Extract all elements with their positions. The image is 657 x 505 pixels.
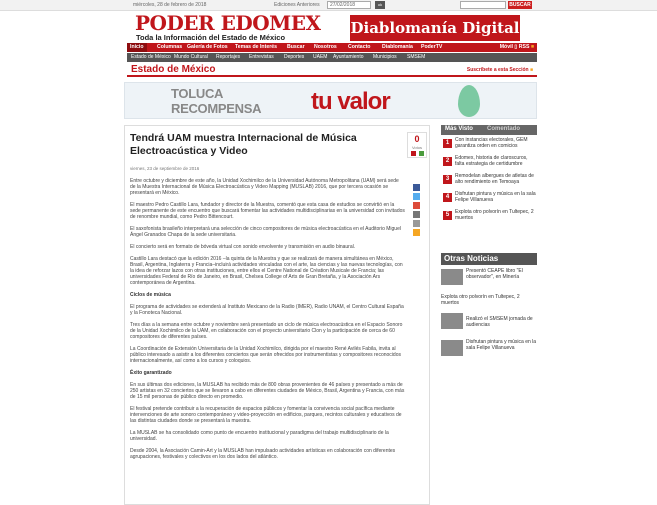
otras-noticias-header xyxy=(441,253,537,265)
editions-select[interactable]: 27/02/2018 xyxy=(327,1,371,9)
banner-line-2: RECOMPENSA xyxy=(171,101,262,116)
article-paragraph: El saxofonista brasileño interpretará una selección de cinco compositores de música electroacústica en el Auditorio Miguel Ángel Granados Chapa de la sede universitaria. xyxy=(130,226,401,238)
partner-logo[interactable]: Diablomanía Digital xyxy=(350,15,520,41)
nav-galeria[interactable]: Galería de Fotos xyxy=(187,44,228,50)
tab-mas-visto[interactable]: Más Visto xyxy=(445,126,473,132)
ad-banner[interactable] xyxy=(124,82,537,119)
article-paragraph: La Coordinación de Extensión Universitaria de la Unidad Xochimilco, dirigida por el maestro René Avilés Fabila, invita al público interesado a asistir a los diferentes conciertos que serán ofrecidos por instrumentistas y compositores reconocidos internacionalmente, así como a los cursos y coloquios. xyxy=(130,346,401,364)
search-input[interactable] xyxy=(460,1,506,9)
rank-badge: 1 xyxy=(443,139,452,148)
nav-diablomania[interactable]: Diablomanía xyxy=(382,44,413,50)
most-viewed-list xyxy=(441,138,537,228)
section-title: Estado de México xyxy=(131,64,216,75)
nav-buscar[interactable]: Buscar xyxy=(287,44,305,50)
news-title: Realizó el SMSEM jornada de audiencias xyxy=(466,316,533,328)
rss-icon: ■ xyxy=(529,67,533,73)
list-item[interactable] xyxy=(441,156,537,174)
rank-badge: 3 xyxy=(443,175,452,184)
nav-columnas[interactable]: Columnas xyxy=(157,44,183,50)
rank-badge: 4 xyxy=(443,193,452,202)
article-paragraph: El maestro Pedro Castillo Lara, fundador y director de la Muestra, comentó que esta casa de estudios se convirtió en la sede permanente de este encuentro que buscará fomentar las actividades multidisciplinarias en la universidad con invitados de renombre mundial, como Pedro Bittencourt. xyxy=(130,202,405,220)
list-item-title: Con instancias electorales, GEM garantiza orden en comicios xyxy=(455,137,528,149)
votes-count: 0 xyxy=(414,134,420,144)
nav-contacto[interactable]: Contacto xyxy=(348,44,371,50)
otras-noticias-title: Otras Noticias xyxy=(444,254,499,263)
list-item-title: Remodelan albergues de atletas de alto rendimiento en Temoaya xyxy=(455,173,534,185)
subnav-deportes[interactable]: Deportes xyxy=(284,54,305,60)
share-more-icon[interactable] xyxy=(413,229,420,236)
mascot-drop-icon xyxy=(458,85,480,117)
article-paragraph: La MUSLAB se ha consolidado como punto de encuentro institucional y paradigma del trabajo multidisciplinario de la universidad. xyxy=(130,430,389,442)
nav-movil[interactable] xyxy=(500,43,534,52)
rss-icon: ■ xyxy=(530,44,534,50)
sub-nav xyxy=(127,53,537,62)
news-thumbnail xyxy=(441,313,463,329)
news-thumbnail xyxy=(441,340,463,356)
top-bar xyxy=(0,0,657,11)
banner-line-1: TOLUCA xyxy=(171,86,224,101)
search-button[interactable]: BUSCAR xyxy=(509,2,531,8)
subnav-mundo-cultural[interactable]: Mundo Cultural xyxy=(174,54,208,60)
article-paragraph: Tres días a la semana entre octubre y noviembre será presentado un ciclo de música electroacústica en el Espacio Sonoro de la Unidad Xochimilco de la UAM, en colaboración con el proyecto universitario Clon y la participación de cerca de 60 compositores de diferentes países. xyxy=(130,322,403,340)
article-paragraph: Entre octubre y diciembre de este año, la Unidad Xochimilco de la Universidad Autónoma Metropolitana (UAM) será sede de la Muestra Internacional de Música Electroacústica y Video Mapping (MUSLAB) 2016, que por tercera ocasión se presentará en México. xyxy=(130,178,399,196)
article-date: viernes, 23 de septiembre de 2016 xyxy=(130,166,200,171)
editions-go-button[interactable]: ok xyxy=(375,1,385,9)
subnav-uaem[interactable]: UAEM xyxy=(313,54,328,60)
site-logo[interactable]: PODER EDOMEX xyxy=(135,11,321,35)
list-item-title: Explota otro polvorín en Tultepec, 2 muertos xyxy=(455,209,534,221)
list-item[interactable] xyxy=(441,210,537,228)
nav-podertv[interactable]: PoderTV xyxy=(421,44,443,50)
list-item[interactable] xyxy=(441,174,537,192)
share-icons xyxy=(413,184,421,238)
subscribe-label: Suscríbete a esta Sección xyxy=(466,67,529,73)
news-item[interactable] xyxy=(441,340,537,362)
article-paragraph: Desde 2004, la Asociación Camin-Art y la MUSLAB han impulsado actividades artísticas en colaboración con diferentes agrupaciones, festivales y colectivos en los dos lados del atlántico. xyxy=(130,448,396,460)
nav-temas[interactable]: Temas de Interés xyxy=(235,44,277,50)
article-paragraph: El festival pretende contribuir a la recuperación de espacios públicos y fomentar la convivencia social pacífica mediante intervenciones de arte sonoro contemporáneo y video-proyección en edificios, parques, recintos culturales y educativos de las distintas ciudades donde se presentará la muestra. xyxy=(130,406,402,424)
current-date: miércoles, 28 de febrero de 2018 xyxy=(133,2,207,8)
news-title: Explota otro polvorín en Tultepec, 2 muertos xyxy=(441,294,520,306)
email-icon[interactable] xyxy=(413,211,420,218)
sidebar-tabs xyxy=(441,125,537,135)
article-body xyxy=(130,178,405,466)
facebook-icon[interactable] xyxy=(413,184,420,191)
news-title: Presentó CEAPE libro "El observador", en Minería xyxy=(466,268,523,280)
news-item[interactable] xyxy=(441,295,537,307)
votes-label: Votos xyxy=(411,145,422,150)
subnav-smsem[interactable]: SMSEM xyxy=(407,54,426,60)
rank-badge: 5 xyxy=(443,211,452,220)
site-tagline: Toda la Información del Estado de México xyxy=(136,33,286,42)
list-item-title: Edomex, historia de claroscuros, falta estrategia de certidumbre xyxy=(455,155,528,167)
movil-label: Móvil xyxy=(499,44,513,50)
googleplus-icon[interactable] xyxy=(413,202,420,209)
editions-label: Ediciones Anteriores xyxy=(274,2,320,8)
rss-label: RSS xyxy=(518,44,530,50)
tab-comentado[interactable]: Comentado xyxy=(487,126,520,132)
rank-badge: 2 xyxy=(443,157,452,166)
news-item[interactable] xyxy=(441,269,537,291)
article-paragraph: En sus últimas dos ediciones, la MUSLAB ha recibido más de 800 obras provenientes de 46 países y presentado a más de 250 artistas en 32 conciertos que se llevaron a cabo en diferentes ciudades de México, Brasil, Argentina y Francia, con más de 15 mil personas de público directo en promedio. xyxy=(130,382,405,400)
print-icon[interactable] xyxy=(413,220,420,227)
list-item[interactable] xyxy=(441,138,537,156)
main-nav xyxy=(127,43,537,52)
news-item[interactable] xyxy=(441,313,537,335)
subnav-ayuntamiento[interactable]: Ayuntamiento xyxy=(333,54,364,60)
article-subheading: Ciclos de música xyxy=(130,292,171,298)
article xyxy=(124,125,430,505)
subscribe-link[interactable] xyxy=(467,67,533,73)
section-bar xyxy=(127,63,537,77)
twitter-icon[interactable] xyxy=(413,193,420,200)
votes-box xyxy=(407,132,427,158)
article-paragraph: Castillo Lara destacó que la edición 2016 –la quinta de la Muestra y que se realizará de manera simultánea en México, Brasil, Argentina, Inglaterra y Francia–incluirá actividades vinculadas con el arte, las ciencias y las nuevas tecnologías, con la idea de reforzar lazos con otras instituciones, entre ellos el Centre National de Création Musicale de Francia; las universidades Federal de Río de Janeiro, en Brasil, Chelsea College of Arts de Gran Bretaña, y la Asociación Ars contemporánea de Argentina. xyxy=(130,256,403,286)
subnav-estado[interactable]: Estado de México xyxy=(131,54,171,60)
banner-line-3: tu valor xyxy=(311,88,390,115)
vote-down-icon[interactable] xyxy=(411,151,416,156)
vote-up-icon[interactable] xyxy=(419,151,424,156)
nav-inicio[interactable]: Inicio xyxy=(127,43,147,52)
subnav-reportajes[interactable]: Reportajes xyxy=(216,54,241,60)
article-paragraph: El concierto será en formato de bóveda virtual con sonido envolvente y transmisión en audio binaural. xyxy=(130,244,356,250)
article-paragraph: El programa de actividades se extenderá al Instituto Mexicano de la Radio (IMER), Radio UNAM, el Centro Cultural España y la Fonoteca Nacional. xyxy=(130,304,404,316)
phone-icon: ▯ xyxy=(514,44,518,50)
nav-nosotros[interactable]: Nosotros xyxy=(314,44,337,50)
list-item-title: Disfrutan pintura y música en la sala Felipe Villanueva xyxy=(455,191,536,203)
news-thumbnail xyxy=(441,269,463,285)
list-item[interactable] xyxy=(441,192,537,210)
news-title: Disfrutan pintura y música en la sala Felipe Villanueva xyxy=(466,339,537,351)
subnav-entrevistas[interactable]: Entrevistas xyxy=(249,54,274,60)
article-subheading: Éxito garantizado xyxy=(130,370,172,376)
subnav-municipios[interactable]: Municipios xyxy=(373,54,397,60)
article-title: Tendrá UAM muestra Internacional de Música Electroacústica y Video xyxy=(130,132,357,157)
